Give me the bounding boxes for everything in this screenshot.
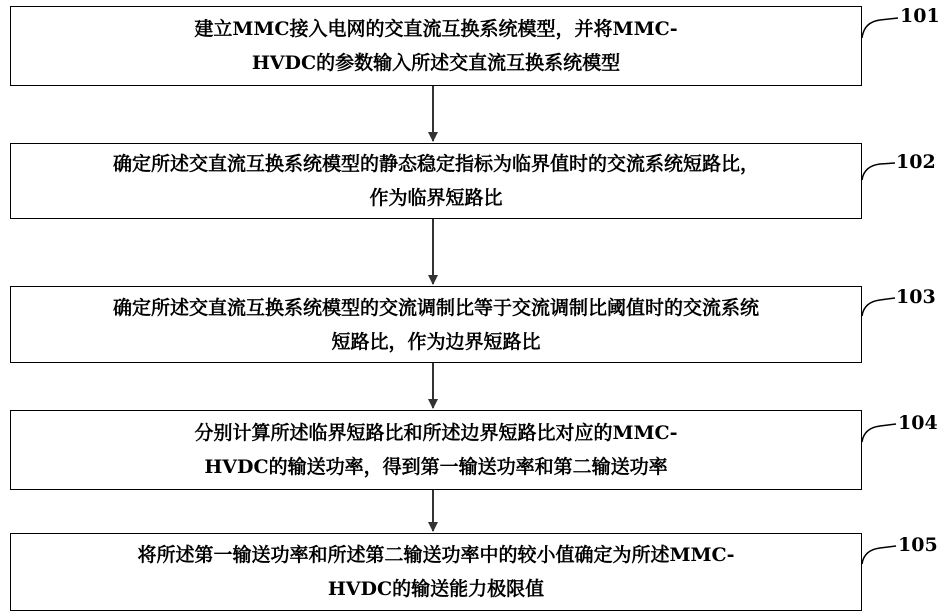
step-number-101: 101 bbox=[900, 5, 940, 27]
step-text-105: 将所述第一输送功率和所述第二输送功率中的较小值确定为所述MMC- HVDC的输送能力极限值 bbox=[137, 544, 735, 600]
step-text-101: 建立MMC接入电网的交直流互换系统模型，并将MMC- HVDC的参数输入所述交直流互换系统模型 bbox=[194, 18, 678, 74]
step-number-105: 105 bbox=[898, 534, 938, 556]
leader-line-101 bbox=[862, 18, 898, 38]
leader-line-104 bbox=[862, 424, 896, 442]
step-text-104: 分别计算所述临界短路比和所述边界短路比对应的MMC- HVDC的输送功率，得到第一输送功率和第二输送功率 bbox=[194, 422, 678, 478]
leader-line-103 bbox=[862, 298, 895, 316]
leader-line-105 bbox=[862, 546, 896, 564]
step-text-102: 确定所述交直流互换系统模型的静态稳定指标为临界值时的交流系统短路比， 作为临界短路比 bbox=[112, 153, 759, 209]
step-number-104: 104 bbox=[898, 412, 938, 434]
step-number-102: 102 bbox=[896, 151, 936, 173]
step-number-103: 103 bbox=[896, 286, 936, 308]
leader-line-102 bbox=[862, 163, 895, 180]
step-text-103: 确定所述交直流互换系统模型的交流调制比等于交流调制比阈值时的交流系统 短路比，作为边界短路比 bbox=[112, 296, 759, 353]
